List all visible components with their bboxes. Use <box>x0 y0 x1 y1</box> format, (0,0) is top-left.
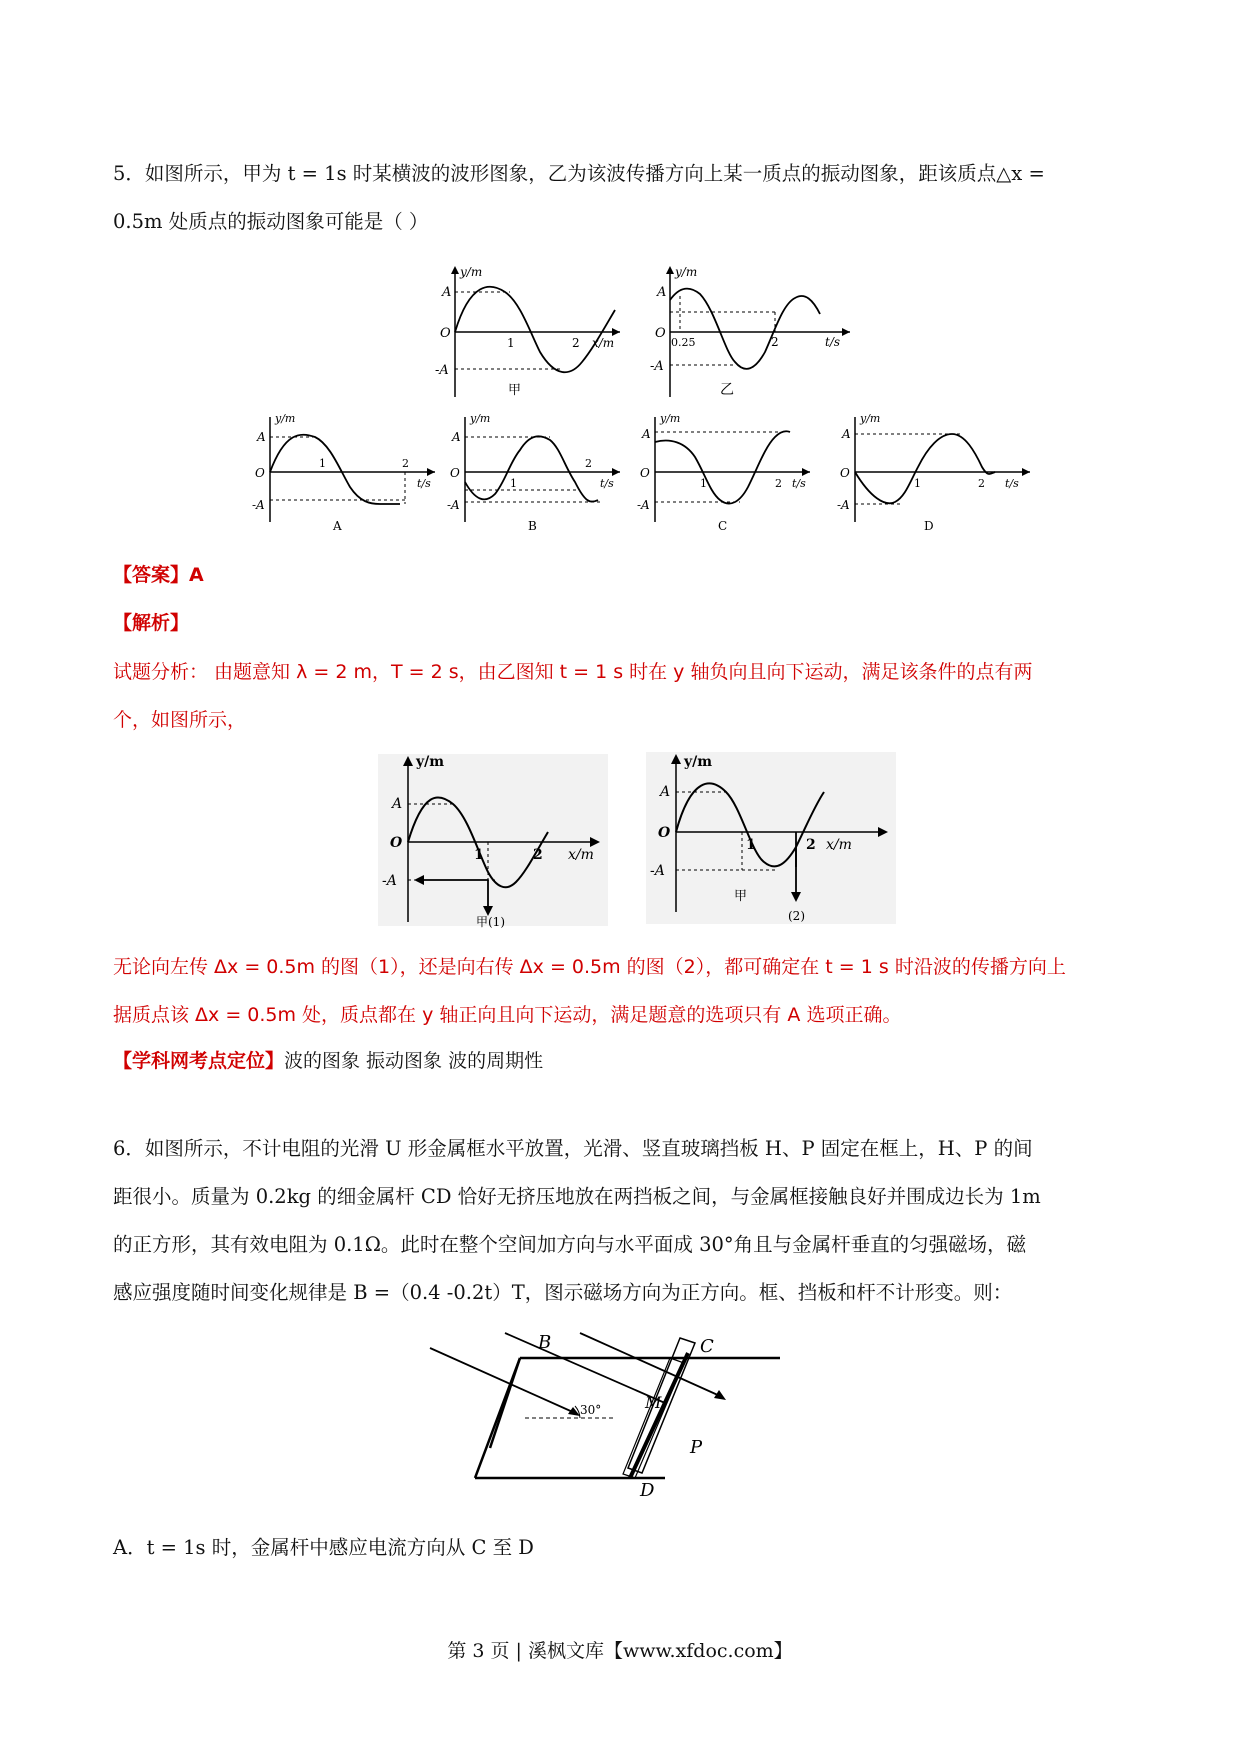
figure-q6-svg <box>430 1328 780 1501</box>
opt-b-negA: -A <box>447 498 460 512</box>
conclusion-line2: 据质点该 Δx = 0.5m 处，质点都在 y 轴正向且向下运动，满足题意的选项只有 A 选项正确。 <box>113 1004 902 1026</box>
q6-label-D: D <box>640 1480 655 1501</box>
mid1-t1: 1 <box>474 847 484 863</box>
opt-c-ylabel: y/m <box>660 412 681 425</box>
yi-caption: 乙 <box>720 382 734 398</box>
opt-d-t2: 2 <box>978 477 985 490</box>
opt-b-A: A <box>452 430 461 444</box>
keypoint-text: 波的图象 振动图象 波的周期性 <box>284 1050 544 1072</box>
mid2-t2: 2 <box>806 837 816 853</box>
opt-b-xlabel: t/s <box>600 477 614 490</box>
jia-A: A <box>442 285 452 300</box>
opt-a-negA: -A <box>252 498 265 512</box>
answer: 【答案】A <box>113 564 204 586</box>
opt-d-ylabel: y/m <box>860 412 881 425</box>
q6-label-B: B <box>538 1332 552 1353</box>
opt-a-A: A <box>257 430 266 444</box>
mid1-A: A <box>392 796 403 812</box>
figure-jia-yi <box>420 262 860 406</box>
conclusion-line1: 无论向左传 Δx = 0.5m 的图（1），还是向右传 Δx = 0.5m 的图（2），都可确定在 t = 1 s 时沿波的传播方向上 <box>113 956 1066 978</box>
mid2-negA: -A <box>650 863 665 879</box>
q6-line2: 距很小。质量为 0.2kg 的细金属杆 CD 恰好无挤压地放在两挡板之间，与金属框接触良好并围成边长为 1m <box>113 1185 1041 1208</box>
mid1-xlabel: x/m <box>568 847 594 863</box>
opt-a-O: O <box>255 466 265 480</box>
opt-a-t1: 1 <box>319 457 326 470</box>
option-graph-a <box>252 412 435 533</box>
q6-label-M: M <box>645 1393 662 1412</box>
yi-O: O <box>655 326 666 341</box>
opt-a-ylabel: y/m <box>275 412 296 425</box>
opt-b-O: O <box>450 466 460 480</box>
q6-label-P: P <box>690 1437 703 1458</box>
jia-O: O <box>440 326 451 341</box>
mid1-O: O <box>390 835 403 851</box>
opt-d-O: O <box>840 466 850 480</box>
jia-caption: 甲 <box>508 383 522 398</box>
option-graph-c <box>637 412 810 533</box>
opt-c-O: O <box>640 466 650 480</box>
opt-a-caption: A <box>333 519 342 533</box>
opt-c-caption: C <box>718 519 728 533</box>
mid2-O: O <box>658 825 671 841</box>
yi-A: A <box>657 285 667 300</box>
analysis-line2: 个，如图所示， <box>113 709 247 731</box>
opt-b-t1: 1 <box>510 477 517 490</box>
q6-stem <box>113 1125 1123 1317</box>
mid2-t1: 1 <box>746 837 756 853</box>
opt-c-negA: -A <box>637 498 650 512</box>
opt-b-ylabel: y/m <box>470 412 491 425</box>
opt-d-negA: -A <box>837 498 850 512</box>
opt-c-A: A <box>642 427 651 441</box>
opt-d-A: A <box>842 427 851 441</box>
q6-option-a: A．t = 1s 时，金属杆中感应电流方向从 C 至 D <box>113 1536 534 1559</box>
q6-label-angle: 30° <box>580 1403 602 1417</box>
mid1-caption: 甲(1) <box>476 915 505 929</box>
figure-analysis-svg <box>378 752 898 932</box>
analysis-line1: 试题分析： 由题意知 λ = 2 m，T = 2 s，由乙图知 t = 1 s 时在 y 轴负向且向下运动，满足该条件的点有两 <box>113 661 1033 683</box>
mid2-ylabel: y/m <box>684 754 713 770</box>
q6-line4: 感应强度随时间变化规律是 B =（0.4 -0.2t）T，图示磁场方向为正方向。框、挡板和杆不计形变。则： <box>113 1281 1013 1304</box>
opt-c-t2: 2 <box>775 477 782 490</box>
figure-options <box>252 412 1045 536</box>
page-footer: 第 3 页 | 溪枫文库【www.xfdoc.com】 <box>447 1640 793 1662</box>
graph-jia <box>435 265 620 398</box>
jia-tick2: 2 <box>572 336 580 350</box>
opt-c-xlabel: t/s <box>792 477 806 490</box>
option-graph-b <box>447 412 620 533</box>
mid2-A: A <box>660 784 671 800</box>
opt-d-xlabel: t/s <box>1005 477 1019 490</box>
mid1-negA: -A <box>382 873 397 889</box>
q5-line1: 5．如图所示，甲为 t = 1s 时某横波的波形图象，乙为该波传播方向上某一质点的振动图象，距该质点△x = <box>113 162 1045 185</box>
yi-xlabel: t/s <box>825 335 841 349</box>
q5-line2: 0.5m 处质点的振动图象可能是（ ） <box>113 210 429 233</box>
yi-tick2: 2 <box>771 335 779 349</box>
opt-b-t2: 2 <box>585 457 592 470</box>
q6-line3: 的正方形，其有效电阻为 0.1Ω。此时在整个空间加方向与水平面成 30°角且与金属杆垂直的匀强磁场，磁 <box>113 1233 1027 1256</box>
mid1-t2: 2 <box>533 847 543 863</box>
keypoint-label: 【学科网考点定位】 <box>113 1050 285 1072</box>
graph-yi <box>650 265 850 398</box>
yi-ylabel: y/m <box>675 265 698 279</box>
figure-jia-yi-svg <box>420 262 860 402</box>
jia-negA: -A <box>435 363 449 378</box>
yi-negA: -A <box>650 359 664 374</box>
jia-ylabel: y/m <box>460 265 483 279</box>
opt-d-caption: D <box>924 519 934 533</box>
keypoint-line <box>113 1046 543 1073</box>
opt-a-xlabel: t/s <box>417 477 431 490</box>
jia-tick1: 1 <box>507 336 515 350</box>
analysis-title: 【解析】 <box>113 612 190 634</box>
mid1-ylabel: y/m <box>416 754 445 770</box>
mid2-caption2: (2) <box>788 909 805 923</box>
option-graph-d <box>837 412 1030 533</box>
opt-c-t1: 1 <box>700 477 707 490</box>
q5-stem <box>113 150 1123 246</box>
q6-label-C: C <box>700 1336 714 1357</box>
mid2-caption1: 甲 <box>734 889 748 904</box>
figure-analysis <box>378 752 898 936</box>
q6-line1: 6．如图所示，不计电阻的光滑 U 形金属框水平放置，光滑、竖直玻璃挡板 H、P 固定在框上，H、P 的间 <box>113 1137 1033 1160</box>
opt-b-caption: B <box>528 519 537 533</box>
yi-tick025: 0.25 <box>671 336 696 349</box>
opt-d-t1: 1 <box>914 477 921 490</box>
jia-xlabel: x/m <box>592 336 615 350</box>
opt-a-t2: 2 <box>402 457 409 470</box>
figure-options-svg <box>252 412 1045 533</box>
mid2-xlabel: x/m <box>826 837 852 853</box>
figure-q6 <box>430 1328 780 1502</box>
